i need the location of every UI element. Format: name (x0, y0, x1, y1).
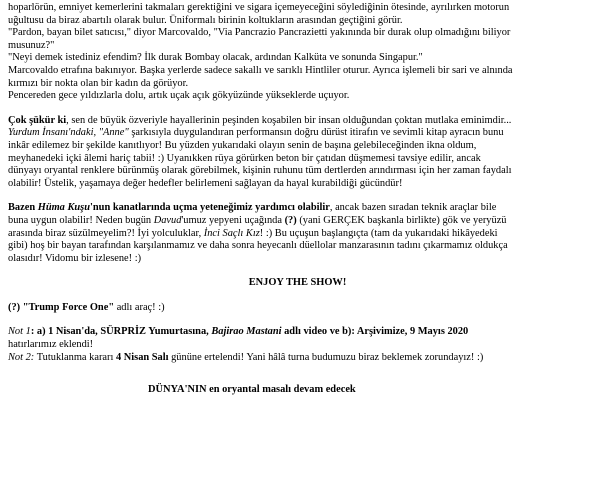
huma-bird-reference: Hüma Kuşu (37, 202, 91, 214)
story-line: uğultusu da biraz abartılı olarak bulur. Üniformalı birinin koltukların arasından geçtiğini görür. (8, 14, 403, 26)
davud-reference: Davud (153, 214, 182, 226)
closing-heading: DÜNYA'NIN en oryantal masalı devam edecek (148, 384, 356, 396)
text-line: olasıdır! Vidomu bir izlesene! :) (8, 252, 142, 264)
note-1 (8, 326, 587, 351)
text-line: inkâr edilemez bir şekilde kanıtlıyor! Bu yüzden yukarıdaki olayın senin de başına gelebileceğinden ikna oldum, (8, 139, 477, 151)
text-line: Not 1: a) 1 Nisan'da, SÜRPRİZ Yumurtasına, Bajirao Mastani adlı video ve b): Arşivimize, 9 Mayıs 2020 (8, 326, 469, 338)
story-line: kırmızı bir nokta olan bir kadın da görüyor. (8, 77, 189, 89)
video-reference: Yurdum İnsanı'ndaki, "Anne" (8, 127, 129, 139)
pearl-hair-girl-reference: İnci Saçlı Kız (203, 227, 260, 239)
note-2 (8, 352, 587, 365)
emphasis-text: Çok şükür ki (8, 114, 67, 126)
story-excerpt (8, 2, 587, 103)
video-title: Bajirao Mastani (211, 326, 282, 338)
text-line: Yurdum İnsanı'ndaki, "Anne" şarkısıyla duygulandıran performansın doğru dürüst itirafın ve sevimli kitap ayracın bunu (8, 127, 504, 139)
text-line: hatırlarımız eklendi! (8, 339, 94, 351)
text-line: Not 2: Tutuklanma kararı 4 Nisan Salı gününe ertelendi! Yani hâlâ turna budumuzu biraz beklemek zorundayız! :) (8, 351, 484, 363)
story-line: hoparlörün, emniyet kemerlerini takmaları gerektiğini ve sigara içemeyeceğini söylediğinin ötesinde, ayrılırken motorun (8, 2, 510, 13)
text-line: meyhanedeki içki âlemi hariç tabii! :) Uyanıkken rüya görürken beton bir çatıdan düşmemesi tavsiye edilir, ancak (8, 152, 481, 164)
text-line: dünyayı oryantal renklere bürünmüş olarak görebilmek, kişinin ruhunu tüm dertlerden arındırması için her zaman faydalı (8, 165, 512, 177)
story-line: "Pardon, bayan bilet satıcısı," diyor Marcovaldo, "Via Pancrazio Pancrazietti yakınında bir durak olup olmadığını biliyor (8, 27, 511, 39)
flight-paragraph (8, 202, 587, 265)
text-line: gibi) hoş bir bayan tarafından karşılanmamız ve daha sonra heyecanlı düellolar manzarasının tadını çıkarmamız oldukça (8, 240, 508, 252)
note-label: Not 2: (8, 351, 35, 363)
commentary-paragraph (8, 115, 587, 191)
story-line: musunuz?" (8, 39, 55, 51)
story-line: "Neyi demek istediniz efendim? İlk durak Bombay olacak, ardından Kalküta ve sonunda Singapur." (8, 52, 423, 64)
text-line: Çok şükür ki, sen de büyük özveriyle hayallerinin peşinden koşabilen bir insan olduğundan çoktan mutlaka eminimdir... (8, 114, 512, 126)
text-line: olabilir! Üstelik, yaşamaya değer hedefler belirlemeni sağlayan da hayal kurabildiği gücündür! (8, 177, 403, 189)
text-line: buna uygun olabilir! Neden bugün Davud'umuz yepyeni uçağında (?) (yani GERÇEK başkanla birlikte) gök ve yeryüzü (8, 214, 507, 226)
enjoy-heading: ENJOY THE SHOW! (248, 277, 347, 289)
text-line: arasında biraz süzülmeyelim?! İyi yolculuklar, İnci Saçlı Kız! :) Bu uçuşun başlangıçta (tam da yukarıdaki hikâyedeki (8, 227, 498, 239)
text-line: Bazen Hüma Kuşu'nun kanatlarında uçma yeteneğimiz yardımcı olabilir, ancak bazen sıradan teknik araçlar bile (8, 202, 497, 214)
note-label: Not 1 (8, 326, 31, 338)
trump-force-line: (?) "Trump Force One" adlı araç! :) (8, 301, 165, 313)
story-line: Marcovaldo etrafına bakınıyor. Başka yerlerde sadece sakallı ve sarıklı Hintliler oturur. Ayrıca işlemeli bir sari ve alnında (8, 64, 513, 76)
story-line: Pencereden gece yıldızlarla dolu, artık uçak açık gökyüzünde yükseklerde uçuyor. (8, 90, 350, 102)
